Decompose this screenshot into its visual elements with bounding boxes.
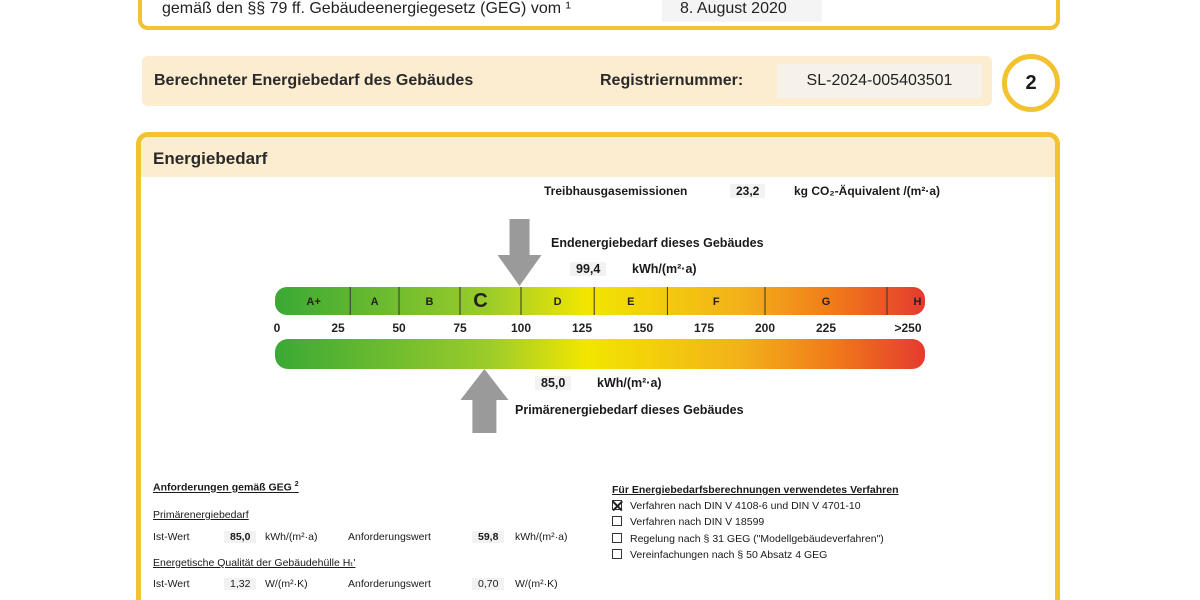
class-label-d: D (553, 296, 562, 308)
primary-energy-label: Primärenergiebedarf dieses Gebäudes (515, 403, 744, 417)
tick-label: 25 (331, 321, 345, 335)
row2-requirement-label: Anforderungswert (348, 578, 431, 590)
tick-label: 75 (453, 321, 467, 335)
row2-label: Ist-Wert (153, 578, 190, 590)
class-label-g: G (821, 296, 831, 308)
primary-energy-value: 85,0 (535, 376, 571, 390)
primary-demand-heading: Primärenergiebedarf (153, 509, 249, 521)
row1-unit: kWh/(m²·a) (265, 531, 318, 543)
primary-energy-unit: kWh/(m²·a) (597, 376, 662, 390)
method-item (612, 533, 884, 545)
methods-title: Für Energiebedarfsberechnungen verwendetes Verfahren (612, 484, 899, 496)
row2-value: 1,32 (224, 578, 256, 590)
section-title: Berechneter Energiebedarf des Gebäudes (154, 72, 474, 89)
end-energy-label: Endenergiebedarf dieses Gebäudes (551, 236, 764, 250)
method-item (612, 516, 764, 528)
class-label-e: E (627, 296, 635, 308)
method-2-checkbox[interactable] (612, 516, 622, 526)
registration-number: SL-2024-005403501 (777, 64, 982, 98)
energy-title: Energiebedarf (153, 149, 268, 168)
row2-requirement-value: 0,70 (472, 578, 504, 590)
row2-unit: W/(m²·K) (265, 578, 308, 590)
tick-label: 200 (754, 321, 776, 335)
ghg-unit: kg CO₂-Äquivalent /(m²·a) (794, 184, 941, 198)
page-number-badge: 2 (1002, 54, 1060, 112)
method-item (612, 549, 827, 561)
class-label-aplus: A+ (306, 296, 321, 308)
tick-label: 50 (392, 321, 406, 335)
method-item (612, 500, 861, 512)
row2-requirement-unit: W/(m²·K) (515, 578, 558, 590)
method-1-checkbox[interactable] (612, 500, 622, 510)
method-3-checkbox[interactable] (612, 533, 622, 543)
end-energy-unit: kWh/(m²·a) (632, 262, 697, 276)
row1-label: Ist-Wert (153, 531, 190, 543)
registration-label: Registriernummer: (600, 72, 744, 89)
tick-label: 175 (693, 321, 715, 335)
row1-requirement-label: Anforderungswert (348, 531, 431, 543)
gradient-bar (275, 339, 925, 369)
method-4-checkbox[interactable] (612, 549, 622, 559)
tick-label: 225 (815, 321, 837, 335)
tick-label: 0 (273, 321, 281, 335)
hull-quality-heading: Energetische Qualität der Gebäudehülle Hₜ' (153, 557, 356, 569)
tick-label: 150 (632, 321, 654, 335)
class-label-a: A (370, 296, 379, 308)
primary-energy-arrow (460, 369, 508, 433)
legal-basis-text: gemäß den §§ 79 ff. Gebäudeenergiegesetz (GEG) vom ¹ (162, 0, 571, 17)
tick-label: >250 (894, 321, 922, 335)
requirements-title: Anforderungen gemäß GEG $^2$ (153, 481, 299, 494)
row1-requirement-unit: kWh/(m²·a) (515, 531, 568, 543)
class-label-c: C (473, 290, 488, 312)
ghg-value: 23,2 (730, 184, 765, 198)
method-1-label: Verfahren nach DIN V 4108-6 und DIN V 4701-10 (630, 500, 861, 512)
end-energy-value: 99,4 (570, 262, 606, 276)
class-label-b: B (425, 296, 434, 308)
class-label-h: H (913, 296, 922, 308)
tick-label: 100 (510, 321, 532, 335)
row1-value: 85,0 (224, 531, 256, 543)
row1-requirement-value: 59,8 (472, 531, 504, 543)
ghg-label: Treibhausgasemissionen (544, 184, 688, 198)
law-date: 8. August 2020 (680, 0, 787, 17)
method-2-label: Verfahren nach DIN V 18599 (630, 516, 765, 528)
class-label-f: F (712, 296, 720, 308)
tick-label: 125 (571, 321, 593, 335)
method-3-label: Regelung nach § 31 GEG ("Modellgebäudeverfahren") (630, 533, 884, 545)
method-4-label: Vereinfachungen nach § 50 Absatz 4 GEG (630, 549, 828, 561)
end-energy-arrow (498, 219, 542, 286)
